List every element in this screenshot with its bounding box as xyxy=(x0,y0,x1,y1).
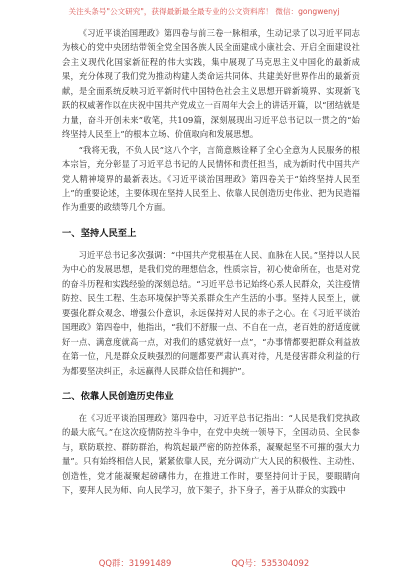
header-banner: 关注头条号"公文研究"，获得最新最全最专业的公文资料库！ 微信：gongwenyj xyxy=(68,6,340,16)
footer-qq-group: QQ群：31991489 xyxy=(98,558,172,568)
footer xyxy=(0,553,408,573)
paragraph: 《习近平谈治国理政》第四卷与前三卷一脉相承，生动记录了以习近平同志为核心的党中央团结带领全党全国各族人民全面建成小康社会、开启全面建设社会主义现代化国家新征程的伟大实践，集中展现了马克思主义中国化的最新成果，充分体现了我们党为推动构建人类命运共同体、共建美好世界作出的最新贡献，是全面系统反映习近平新时代中国特色社会主义思想开辟新境界、实现新飞跃的权威著作以在庆祝中国共产党成立一百周年大会上的讲话开篇，以“团结就是力量，奋斗开创未来”收笔，共109篇，深刻展现出习近平总书记以一贯之的“始终坚持人民至上”的根本立场、价值取向和发展思想。 xyxy=(62,28,360,140)
section-heading: 二、依靠人民创造历史伟业 xyxy=(62,390,174,402)
section-heading: 一、坚持人民至上 xyxy=(62,227,137,239)
footer-qq-number: QQ号：535304092 xyxy=(231,558,310,568)
paragraph: 习近平总书记多次强调：“中国共产党根基在人民、血脉在人民。”坚持以人民为中心的发展思想，是我们党的理想信念，性质宗旨，初心使命所在，也是对党的奋斗历程和实践经验的深刻总结。“习近平总书记始终心系人民群众，关注疫情防控、民生工程、生态环境保护等关系群众生产生活的小事。坚持人民至上，就要强化群众观念、增强公仆意识，永远保持对人民的赤子之心。在《习近平谈治国理政》第四卷中，他指出，“我们不舒服一点、不自在一点，老百姓的舒适度就好一点、满意度就高一点，对我们的感觉就好一点”，“办事情都要把群众利益放在第一位，凡是群众反映强烈的问题都要严肃认真对待，凡是侵害群众利益的行为都要坚决纠正，永远赢得人民群众信任和拥护”。 xyxy=(62,249,360,376)
document-body xyxy=(62,26,360,499)
paragraph: 在《习近平谈治国理政》第四卷中，习近平总书记指出：“人民是我们党执政的最大底气。”在这次疫情防控斗争中，在党中央统一领导下，全国动员、全民参与，联防联控、群防群治，构筑起最严密的防控体系，凝聚起坚不可摧的强大力量”。只有始终相信人民，紧紧依靠人民，充分调动广大人民的积极性、主动性、创造性，党才能凝聚起磅礴伟力，在推进工作时，要坚持问计于民，要眼睛向下，要拜人民为师、向人民学习，放下架子，扑下身子，善于从群众的实践中 xyxy=(62,412,360,496)
paragraph: “我将无我，不负人民”这八个字，言简意赅诠释了全心全意为人民服务的根本宗旨，充分彰显了习近平总书记的人民情怀和责任担当，成为新时代中国共产党人精神境界的最新表达。《习近平谈治国理政》第四卷关于“始终坚持人民至上”的重要论述，主要体现在坚持人民至上、依靠人民创造历史伟业、把为民造福作为重要的政绩等几个方面。 xyxy=(62,144,360,213)
